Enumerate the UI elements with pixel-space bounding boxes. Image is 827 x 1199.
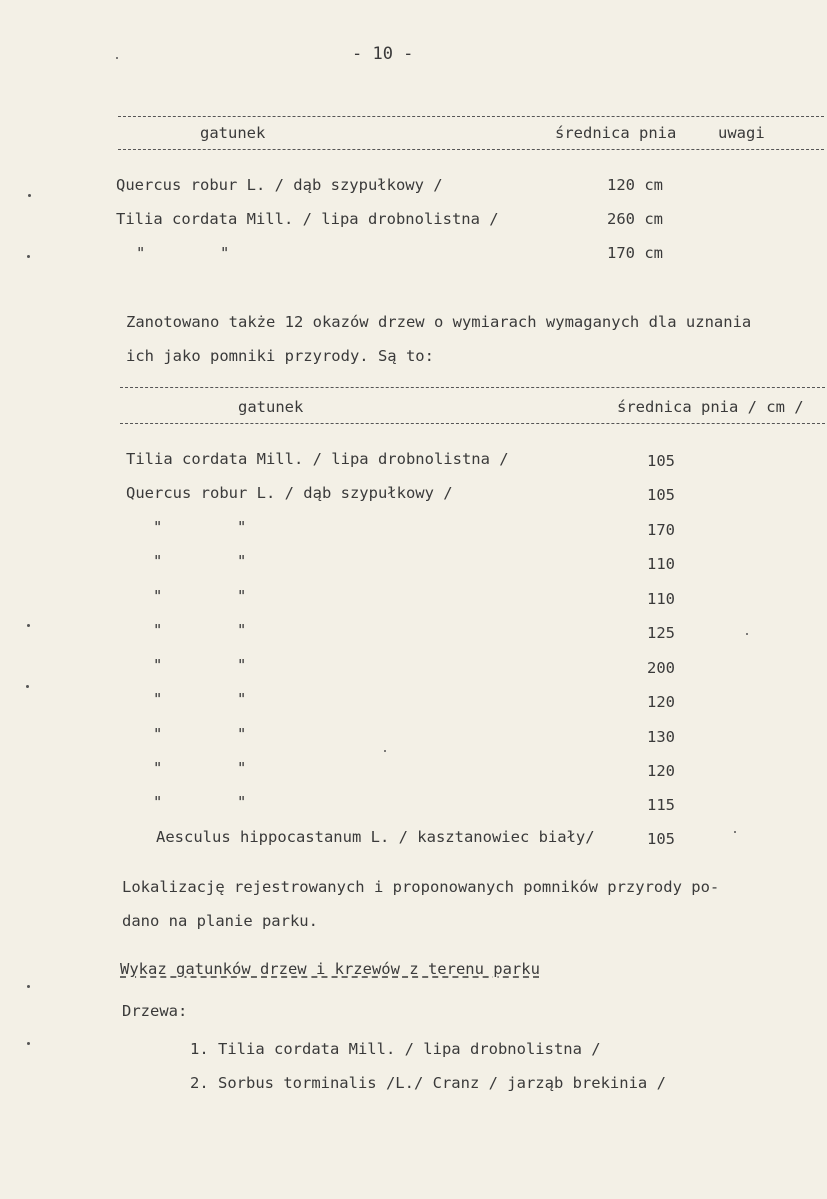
scan-speck: [746, 633, 748, 635]
scan-speck: [27, 1042, 30, 1045]
scan-speck: [26, 685, 29, 688]
table1-row-diameter: 260 cm: [607, 210, 663, 228]
table1-header-species: gatunek: [200, 124, 266, 142]
table2-row-species: Tilia cordata Mill. / lipa drobnolistna /: [126, 450, 509, 468]
scan-speck: [116, 57, 118, 59]
scan-speck: [384, 750, 386, 752]
intro-line-2: ich jako pomniki przyrody. Są to:: [126, 347, 434, 365]
table1-header-rule: [118, 149, 824, 150]
table1-header-diameter: średnica pnia: [555, 124, 677, 142]
scan-speck: [734, 831, 736, 833]
table1-row-species: Tilia cordata Mill. / lipa drobnolistna /: [116, 210, 499, 228]
table2-row-species: " ": [153, 587, 247, 605]
table2-header-species: gatunek: [238, 398, 304, 416]
table2-row-diameter: 120: [647, 762, 675, 780]
table2-row-species: " ": [153, 793, 247, 811]
table1-row-diameter: 120 cm: [607, 176, 663, 194]
table2-row-diameter: 125: [647, 624, 675, 642]
table2-row-species: Quercus robur L. / dąb szypułkowy /: [126, 484, 453, 502]
table2-row-diameter: 120: [647, 693, 675, 711]
trees-label: Drzewa:: [122, 1002, 188, 1020]
table1-top-rule: [118, 116, 824, 117]
table2-header-rule: [120, 423, 825, 424]
table2-top-rule: [120, 387, 825, 388]
table2-header-diameter: średnica pnia / cm /: [617, 398, 804, 416]
table2-row-species: " ": [153, 759, 247, 777]
localization-line-2: dano na planie parku.: [122, 912, 318, 930]
intro-line-1: Zanotowano także 12 okazów drzew o wymiarach wymaganych dla uznania: [126, 313, 752, 331]
table2-row-diameter: 130: [647, 728, 675, 746]
scan-speck: [27, 255, 30, 258]
scan-speck: [27, 985, 30, 988]
table2-row-diameter: 200: [647, 659, 675, 677]
table2-row-diameter: 105: [647, 830, 675, 848]
section-heading: Wykaz gatunków drzew i krzewów z terenu parku: [120, 960, 540, 978]
table2-row-diameter: 110: [647, 555, 675, 573]
table2-row-species: " ": [153, 725, 247, 743]
table2-row-species: " ": [153, 518, 247, 536]
table2-row-species: " ": [153, 690, 247, 708]
table2-row-diameter: 170: [647, 521, 675, 539]
table1-row-diameter: 170 cm: [607, 244, 663, 262]
localization-line-1: Lokalizację rejestrowanych i proponowanych pomników przyrody po-: [122, 878, 720, 896]
scan-speck: [27, 624, 30, 627]
table2-row-species: " ": [153, 621, 247, 639]
table2-row-diameter: 110: [647, 590, 675, 608]
table1-row-species: " ": [136, 244, 230, 262]
table2-row-diameter: 105: [647, 452, 675, 470]
table1-row-species: Quercus robur L. / dąb szypułkowy /: [116, 176, 443, 194]
table2-row-diameter: 105: [647, 486, 675, 504]
table2-row-species: " ": [153, 552, 247, 570]
table2-row-species: Aesculus hippocastanum L. / kasztanowiec biały/: [156, 828, 595, 846]
table2-row-diameter: 115: [647, 796, 675, 814]
page-number: - 10 -: [352, 44, 414, 64]
tree-list-item: 2. Sorbus torminalis /L./ Cranz / jarząb brekinia /: [190, 1074, 666, 1092]
tree-list-item: 1. Tilia cordata Mill. / lipa drobnolistna /: [190, 1040, 601, 1058]
table1-header-notes: uwagi: [718, 124, 765, 142]
table2-row-species: " ": [153, 656, 247, 674]
scan-speck: [28, 194, 31, 197]
